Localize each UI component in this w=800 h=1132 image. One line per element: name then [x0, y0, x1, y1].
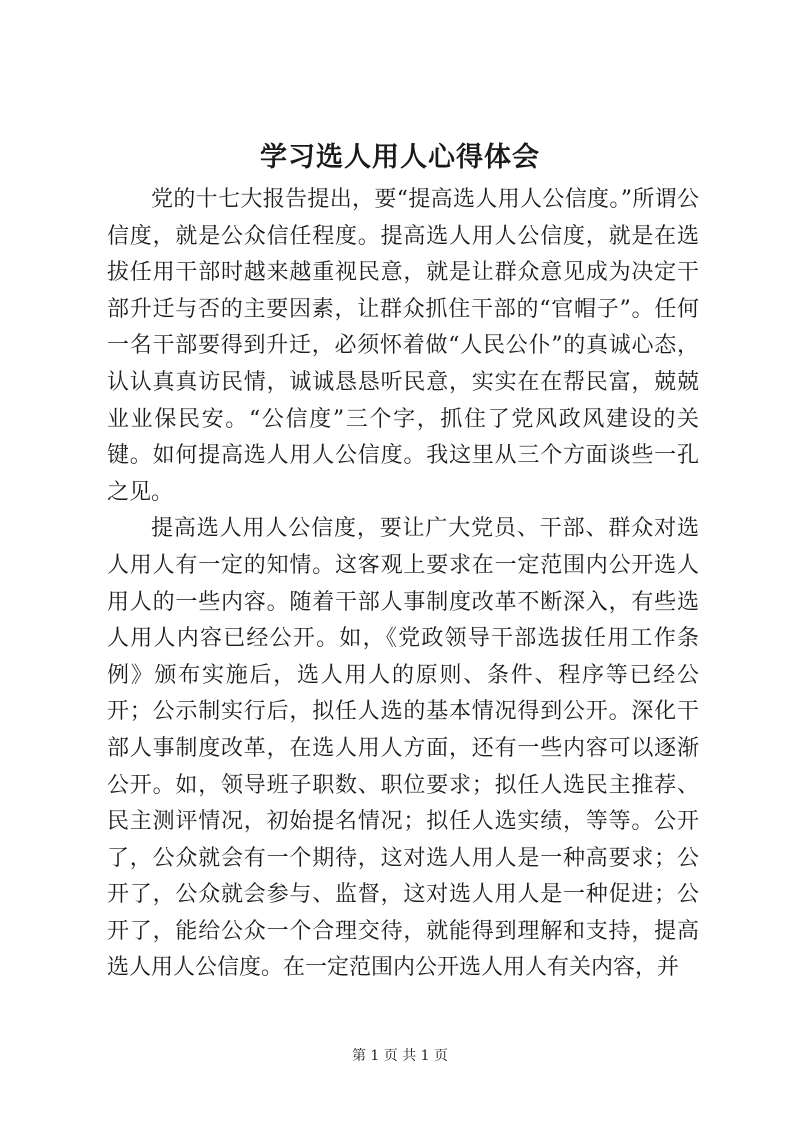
document-body	[107, 182, 699, 987]
paragraph-1: 党的十七大报告提出，要“提高选人用人公信度。”所谓公信度，就是公众信任程度。提高选人用人公信度，就是在选拔任用干部时越来越重视民意，就是让群众意见成为决定干部升迁与否的主要因素，让群众抓住干部的“官帽子”。任何一名干部要得到升迁，必须怀着做“人民公仆”的真诚心态，认认真真访民情，诚诚恳恳听民意，实实在在帮民富，兢兢业业保民安。“公信度”三个字，抓住了党风政风建设的关键。如何提高选人用人公信度。我这里从三个方面谈些一孔之见。	[107, 187, 699, 505]
page-footer: 第 1 页 共 1 页	[351, 1048, 449, 1064]
document-title: 学习选人用人心得体会	[260, 142, 540, 173]
paragraph-2: 提高选人用人公信度，要让广大党员、干部、群众对选人用人有一定的知情。这客观上要求在一定范围内公开选人用人的一些内容。随着干部人事制度改革不断深入，有些选人用人内容已经公开。如，《党政领导干部选拔任用工作条例》颁布实施后，选人用人的原则、条件、程序等已经公开；公示制实行后，拟任人选的基本情况得到公开。深化干部人事制度改革，在选人用人方面，还有一些内容可以逐渐公开。如，领导班子职数、职位要求；拟任人选民主推荐、民主测评情况，初始提名情况；拟任人选实绩，等等。公开了，公众就会有一个期待，这对选人用人是一种高要求；公开了，公众就会参与、监督，这对选人用人是一种促进；公开了，能给公众一个合理交待，就能得到理解和支持，提高选人用人公信度。在一定范围内公开选人用人有关内容，并	[107, 516, 699, 981]
